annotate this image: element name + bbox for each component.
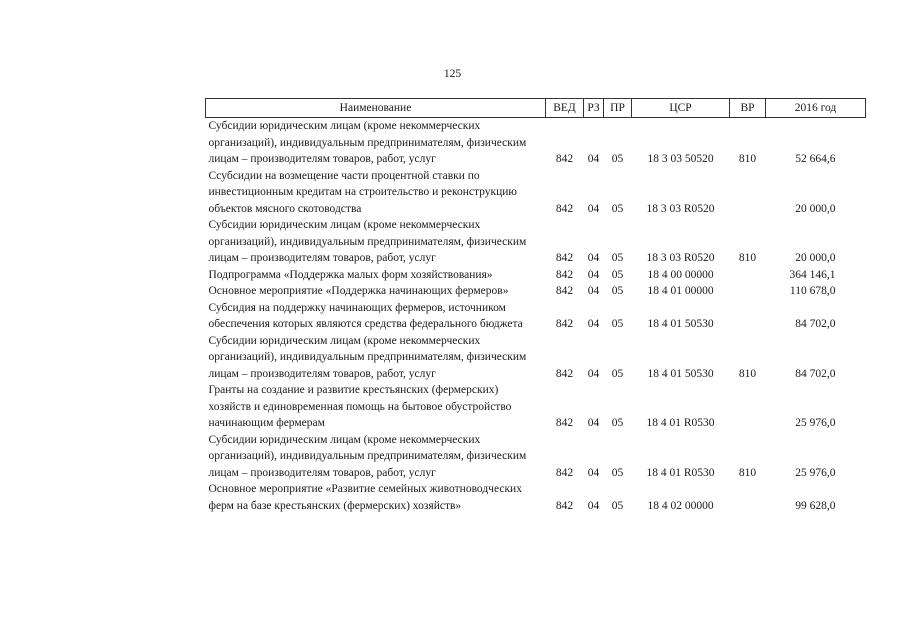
row-sum: 110 678,0 <box>789 285 836 297</box>
row-name: Подпрограмма «Поддержка малых форм хозяйствования» <box>208 268 493 281</box>
row-name: Субсидии юридическим лицам (кроме некоммерческих организаций), индивидуальным предпринимателям, физическим лицам – производителям товаров, работ, услуг <box>208 334 527 380</box>
table-row <box>206 283 866 300</box>
row-vr: 810 <box>738 466 757 479</box>
row-ved: 842 <box>555 318 574 330</box>
header-rz: РЗ <box>584 99 604 118</box>
header-name: Наименование <box>206 99 546 118</box>
row-csr: 18 3 03 R0520 <box>646 202 715 215</box>
row-name: Ссубсидии на возмещение части процентной ставки по инвестиционным кредитам на строительство и реконструкцию объектов мясного скотоводства <box>208 169 517 215</box>
table-body <box>206 118 866 515</box>
row-vr <box>730 481 766 514</box>
row-ved: 842 <box>555 252 574 264</box>
header-vr: ВР <box>730 99 766 118</box>
row-sum: 364 146,1 <box>789 268 836 281</box>
row-pr: 05 <box>611 252 624 264</box>
row-csr: 18 4 01 50530 <box>647 367 714 380</box>
budget-table <box>205 98 866 514</box>
row-rz: 04 <box>587 153 600 165</box>
row-pr: 05 <box>611 417 624 429</box>
row-pr: 05 <box>611 268 624 281</box>
row-pr: 05 <box>611 466 624 479</box>
row-vr <box>730 168 766 218</box>
row-sum: 25 976,0 <box>795 466 836 479</box>
table-header <box>206 99 866 118</box>
row-rz: 04 <box>587 499 600 512</box>
table-row <box>206 481 866 514</box>
row-pr: 05 <box>611 499 624 512</box>
header-ved: ВЕД <box>546 99 584 118</box>
row-ved: 842 <box>555 367 574 380</box>
row-rz: 04 <box>587 466 600 479</box>
row-rz: 04 <box>587 268 600 281</box>
row-csr: 18 4 02 00000 <box>647 499 714 512</box>
header-csr: ЦСР <box>632 99 730 118</box>
table-row <box>206 168 866 218</box>
row-csr: 18 4 01 00000 <box>647 285 714 297</box>
row-rz: 04 <box>587 252 600 264</box>
row-ved: 842 <box>555 417 574 429</box>
row-name: Гранты на создание и развитие крестьянских (фермерских) хозяйств и единовременная помощь на бытовое обустройство начинающим фермерам <box>208 384 512 429</box>
row-rz: 04 <box>587 318 600 330</box>
row-csr: 18 3 03 50520 <box>647 153 714 165</box>
header-year: 2016 год <box>766 99 866 118</box>
row-name: Субсидия на поддержку начинающих фермеров, источником обеспечения которых являются средства федерального бюджета <box>208 301 523 330</box>
row-sum: 25 976,0 <box>795 417 836 429</box>
row-name: Субсидии юридическим лицам (кроме некоммерческих организаций), индивидуальным предпринимателям, физическим лицам – производителям товаров, работ, услуг <box>208 219 527 264</box>
row-vr <box>730 267 766 284</box>
table-row <box>206 333 866 383</box>
row-csr: 18 4 01 R0530 <box>646 417 715 429</box>
row-csr: 18 4 01 R0530 <box>646 466 715 479</box>
table-row <box>206 300 866 333</box>
row-sum: 20 000,0 <box>795 252 836 264</box>
table-row <box>206 432 866 482</box>
row-vr <box>730 283 766 300</box>
row-ved: 842 <box>555 268 574 281</box>
page-number: 125 <box>443 68 462 80</box>
row-name: Основное мероприятие «Развитие семейных животноводческих ферм на базе крестьянских (фермерских) хозяйств» <box>208 483 522 512</box>
row-pr: 05 <box>611 202 624 215</box>
row-name: Субсидии юридическим лицам (кроме некоммерческих организаций), индивидуальным предпринимателям, физическим лицам – производителям товаров, работ, услуг <box>208 433 527 479</box>
row-pr: 05 <box>611 285 624 297</box>
table-row <box>206 217 866 267</box>
row-pr: 05 <box>611 367 624 380</box>
row-csr: 18 4 00 00000 <box>647 268 714 281</box>
table-row <box>206 267 866 284</box>
row-name: Субсидии юридическим лицам (кроме некоммерческих организаций), индивидуальным предпринимателям, физическим лицам – производителям товаров, работ, услуг <box>208 120 527 165</box>
row-vr <box>730 300 766 333</box>
row-vr: 810 <box>738 252 757 264</box>
row-ved: 842 <box>555 153 574 165</box>
table-row <box>206 382 866 432</box>
row-sum: 99 628,0 <box>795 499 836 512</box>
row-csr: 18 4 01 50530 <box>647 318 714 330</box>
row-vr <box>730 382 766 432</box>
row-rz: 04 <box>587 202 600 215</box>
row-sum: 84 702,0 <box>795 318 836 330</box>
row-rz: 04 <box>587 367 600 380</box>
header-pr: ПР <box>604 99 632 118</box>
row-pr: 05 <box>611 153 624 165</box>
row-rz: 04 <box>587 285 600 297</box>
row-name: Основное мероприятие «Поддержка начинающих фермеров» <box>208 285 509 297</box>
row-sum: 20 000,0 <box>795 202 836 215</box>
table-row <box>206 118 866 168</box>
row-csr: 18 3 03 R0520 <box>646 252 715 264</box>
row-vr: 810 <box>738 367 757 380</box>
row-ved: 842 <box>555 285 574 297</box>
row-sum: 84 702,0 <box>795 367 836 380</box>
row-sum: 52 664,6 <box>795 153 836 165</box>
row-rz: 04 <box>587 417 600 429</box>
row-ved: 842 <box>555 202 574 215</box>
row-pr: 05 <box>611 318 624 330</box>
row-vr: 810 <box>738 153 757 165</box>
row-ved: 842 <box>555 466 574 479</box>
row-ved: 842 <box>555 499 574 512</box>
